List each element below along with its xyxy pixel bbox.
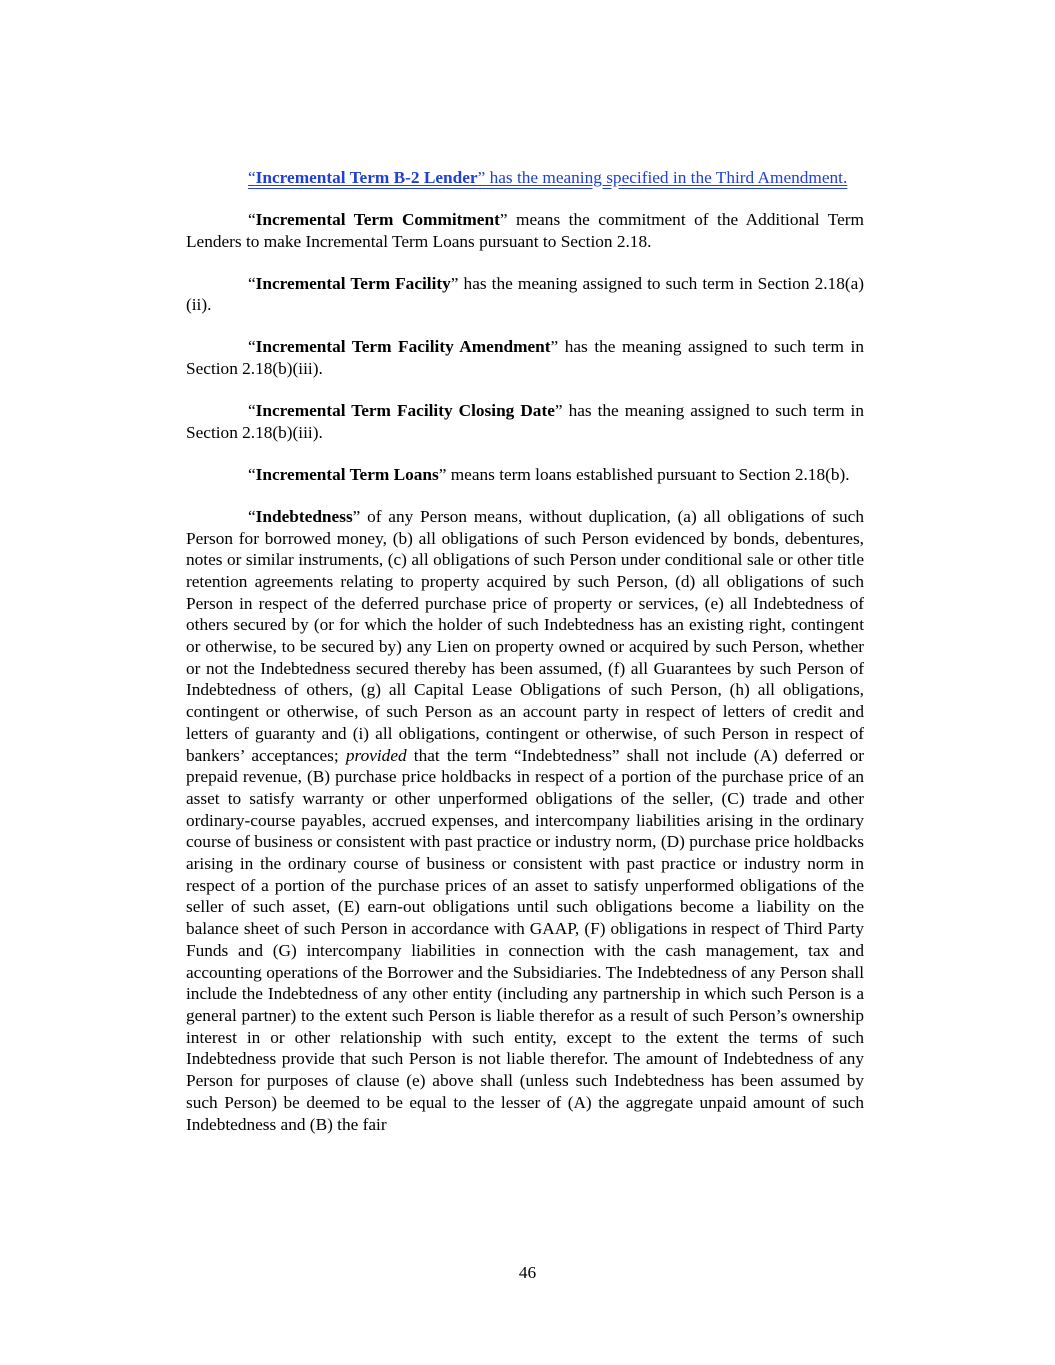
- definition-indebtedness: [186, 506, 864, 1135]
- document-page: [186, 167, 864, 1156]
- defined-term: Incremental Term Loans: [255, 464, 439, 484]
- defined-term: Incremental Term Facility: [255, 273, 451, 293]
- definition-text: of any Person means, without duplication, (a) all obligations of such Person for borrowed money, (b) all obligations of such Person evidenced by bonds, debentures, notes or similar instruments, (c) all obligations of such Person under conditional sale or other title retention agreements relating to property acquired by such Person, (d) all obligations of such Person in respect of the deferred purchase price of property or services, (e) all Indebtedness of others secured by (or for which the holder of such Indebtedness has an existing right, contingent or otherwise, to be secured by) any Lien on property owned or acquired by such Person, whether or not the Indebtedness secured thereby has been assumed, (f) all Guarantees by such Person of Indebtedness of others, (g) all Capital Lease Obligations of such Person, (h) all obligations, contingent or otherwise, of such Person as an account party in respect of letters of credit and letters of guaranty and (i) all obligations, contingent or otherwise, of such Person in respect of bankers’ acceptances;: [186, 506, 864, 765]
- open-quote: “: [248, 337, 256, 357]
- close-quote: ”: [450, 273, 459, 293]
- close-quote: ”: [352, 506, 361, 526]
- definition-text: means the commitment of the Additional Term Lenders to make Incremental Term Loans pursuant to Section 2.18.: [186, 210, 864, 251]
- defined-term: Indebtedness: [255, 506, 353, 526]
- definition-incremental-term-facility-closing-date: [186, 400, 864, 443]
- italic-proviso: provided: [345, 745, 407, 765]
- defined-term: Incremental Term Facility Closing Date: [255, 401, 555, 421]
- definition-text-continued: that the term “Indebtedness” shall not include (A) deferred or prepaid revenue, (B) purchase price holdbacks in respect of a portion of the purchase price of an asset to satisfy warranty or other unperformed obligations of the seller, (C) trade and other ordinary-course payables, accrued expenses, and intercompany liabilities arising in the ordinary course of business or consistent with past practice or industry norm, (D) purchase price holdbacks arising in the ordinary course of business or consistent with past practice or industry norm in respect of a portion of the purchase prices of an asset to satisfy unperformed obligations of the seller of such asset, (E) earn-out obligations until such obligations become a liability on the balance sheet of such Person in accordance with GAAP, (F) obligations in respect of Third Party Funds and (G) intercompany liabilities in connection with the cash management, tax and accounting operations of the Borrower and the Subsidiaries. The Indebtedness of any Person shall include the Indebtedness of any other entity (including any partnership in which such Person is a general partner) to the extent such Person is liable therefor as a result of such Person’s ownership interest in or other relationship with such entity, except to the extent the terms of such Indebtedness provide that such Person is not liable therefor. The amount of Indebtedness of any Person for purposes of clause (e) above shall (unless such Indebtedness has been assumed by such Person) be deemed to be equal to the lesser of (A) the aggregate unpaid amount of such Indebtedness and (B) the fair: [186, 745, 864, 1134]
- definition-text: has the meaning specified in the Third Amendment.: [485, 168, 848, 187]
- open-quote: “: [248, 273, 256, 293]
- page-number: 46: [518, 1263, 537, 1282]
- open-quote: “: [248, 210, 256, 229]
- close-quote: ”: [438, 464, 447, 484]
- definition-text: means term loans established pursuant to Section 2.18(b).: [446, 464, 850, 484]
- defined-term: Incremental Term B-2 Lender: [255, 168, 478, 187]
- definition-incremental-term-facility: [186, 273, 864, 316]
- definition-incremental-term-commitment: [186, 209, 864, 252]
- definition-text: has the meaning assigned to such term in Section 2.18(a)(ii).: [186, 273, 865, 315]
- close-quote: ”: [554, 401, 563, 421]
- defined-term: Incremental Term Commitment: [255, 210, 500, 229]
- open-quote: “: [248, 464, 256, 484]
- definition-incremental-term-b2-lender: [186, 167, 864, 189]
- defined-term: Incremental Term Facility Amendment: [255, 337, 551, 357]
- open-quote: “: [248, 401, 256, 421]
- close-quote: ”: [477, 168, 486, 187]
- close-quote: ”: [550, 337, 559, 357]
- definition-text: has the meaning assigned to such term in Section 2.18(b)(iii).: [186, 337, 864, 379]
- close-quote: ”: [499, 210, 508, 229]
- open-quote: “: [248, 506, 256, 526]
- open-quote: “: [248, 168, 256, 187]
- definition-incremental-term-facility-amendment: [186, 336, 864, 379]
- definition-text: has the meaning assigned to such term in Section 2.18(b)(iii).: [186, 401, 865, 442]
- definition-incremental-term-loans: [186, 464, 864, 486]
